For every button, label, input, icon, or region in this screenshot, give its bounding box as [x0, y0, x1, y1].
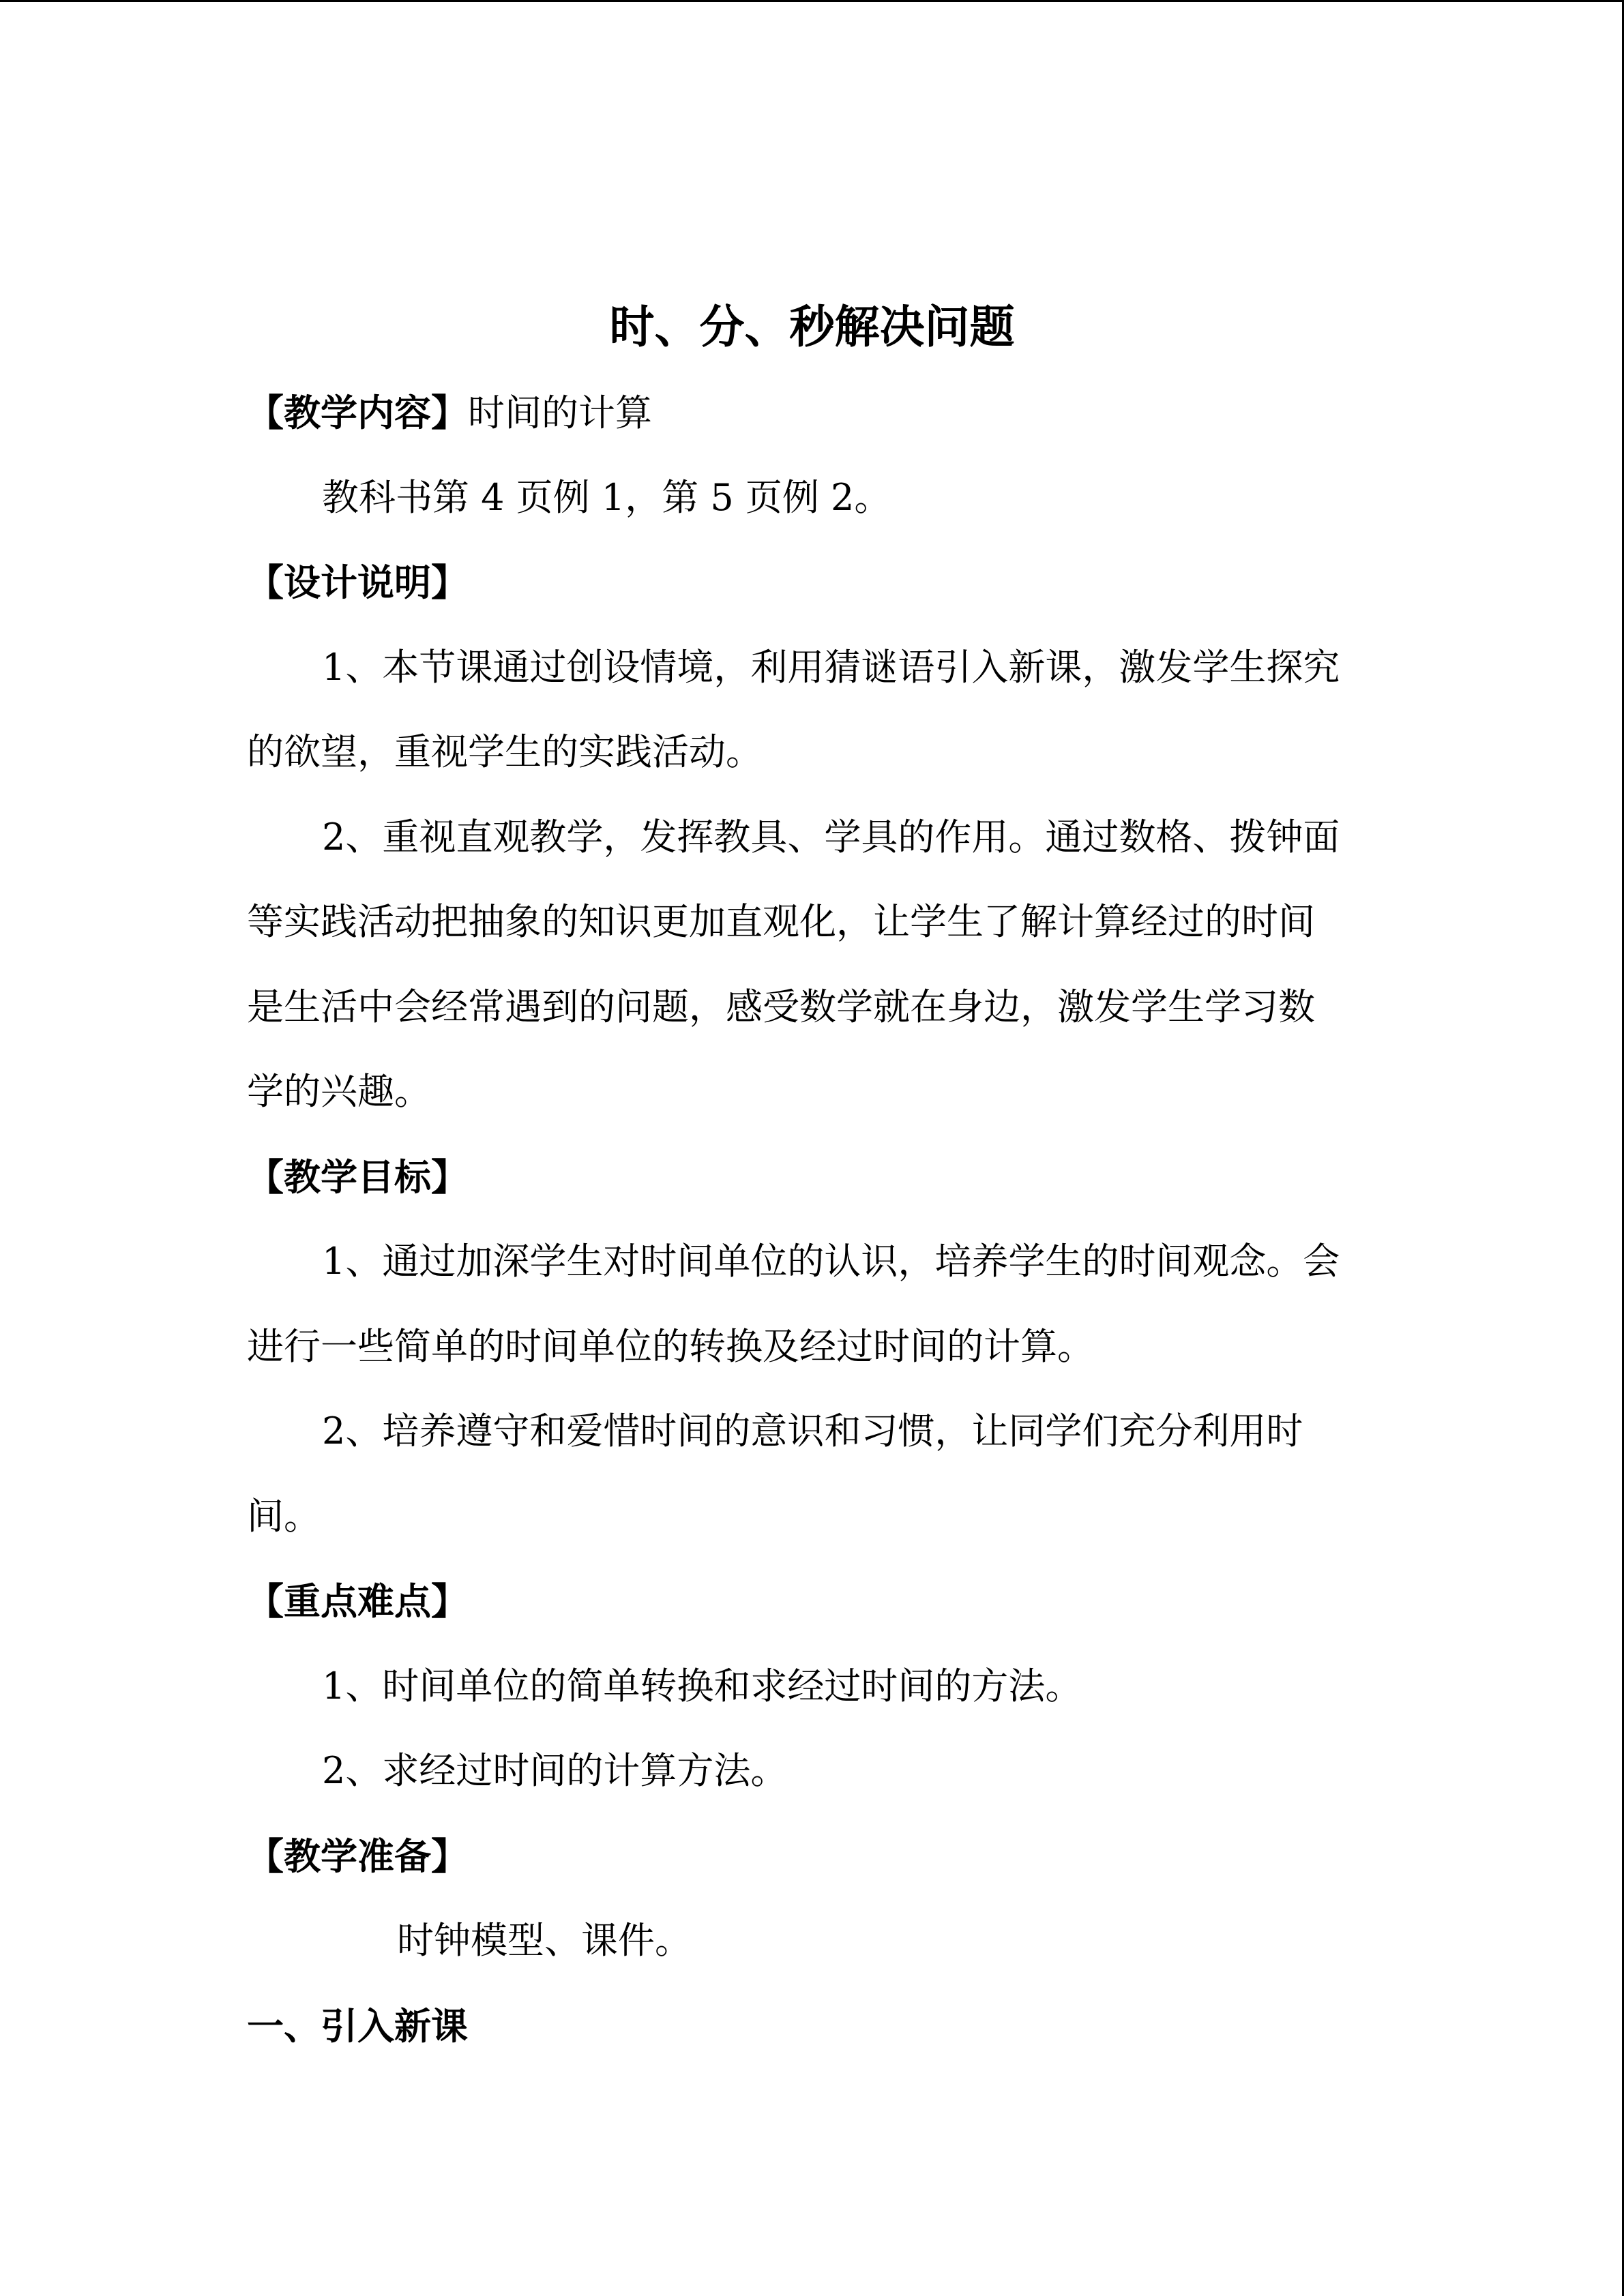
key-point-1: 1、时间单位的简单转换和求经过时间的方法。	[322, 1665, 1082, 1708]
section-heading-introduction: 一、引入新课	[247, 2004, 468, 2048]
design-notes-p2-line3: 是生活中会经常遇到的问题，感受数学就在身边，激发学生学习数	[247, 985, 1315, 1028]
teaching-goals-g1-line1: 1、通过加深学生对时间单位的认识，培养学生的时间观念。会	[322, 1240, 1340, 1283]
teaching-goals-g2-line1: 2、培养遵守和爱惜时间的意识和习惯，让同学们充分利用时	[322, 1410, 1303, 1452]
design-notes-p2-line4: 学的兴趣。	[247, 1070, 431, 1113]
teaching-content-detail: 教科书第 4 页例 1，第 5 页例 2。	[322, 476, 891, 519]
design-notes-p2-line2: 等实践活动把抽象的知识更加直观化，让学生了解计算经过的时间	[247, 900, 1315, 943]
teaching-goals-label: 【教学目标】	[247, 1155, 468, 1199]
teaching-content-value: 时间的计算	[468, 391, 652, 434]
design-notes-label: 【设计说明】	[247, 561, 468, 604]
design-notes-p1-line2: 的欲望，重视学生的实践活动。	[247, 730, 763, 773]
key-points-label: 【重点难点】	[247, 1579, 468, 1623]
teaching-goals-g1-line2: 进行一些简单的时间单位的转换及经过时间的计算。	[247, 1325, 1094, 1368]
document-title: 时、分、秒解决问题	[609, 300, 1015, 353]
key-point-2: 2、求经过时间的计算方法。	[322, 1749, 788, 1792]
teaching-content-label: 【教学内容】	[247, 391, 468, 434]
design-notes-p2-line1: 2、重视直观教学，发挥教具、学具的作用。通过数格、拨钟面	[322, 816, 1340, 859]
teaching-goals-g2-line2: 间。	[247, 1495, 321, 1538]
teaching-content-line	[247, 391, 652, 435]
preparation-label: 【教学准备】	[247, 1834, 468, 1878]
preparation-value: 时钟模型、课件。	[397, 1919, 692, 1962]
design-notes-p1-line1: 1、本节课通过创设情境，利用猜谜语引入新课，激发学生探究	[322, 646, 1340, 689]
